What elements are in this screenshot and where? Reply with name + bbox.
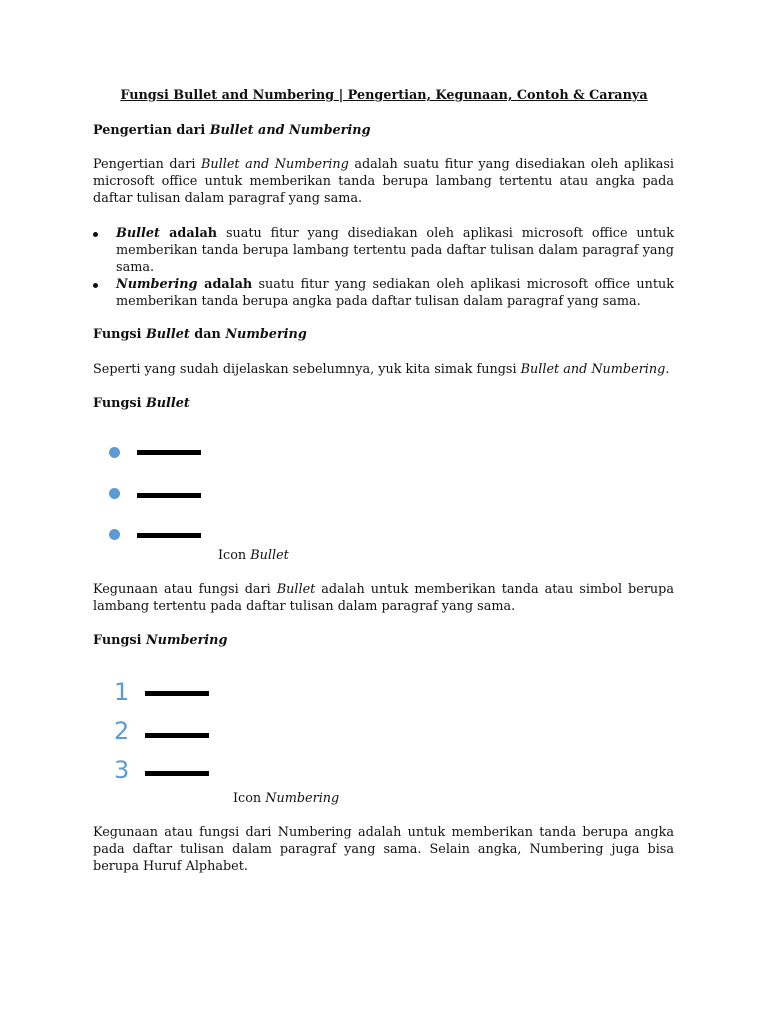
paragraph-intro [93, 361, 674, 378]
paragraph-text: Kegunaan atau fungsi dari [93, 582, 277, 597]
caption-italic-text: Bullet [250, 548, 289, 563]
line-bar-icon [145, 691, 209, 696]
paragraph-pengertian [93, 156, 674, 207]
document-title: Fungsi Bullet and Numbering | Pengertian, Kegunaan, Contoh & Caranya [120, 88, 648, 103]
paragraph-text: Seperti yang sudah dijelaskan sebelumnya, yuk kita simak fungsi [93, 362, 521, 377]
line-bar-icon [145, 771, 209, 776]
line-bar-icon [137, 493, 201, 498]
heading-text: Fungsi [93, 327, 146, 342]
heading-text: Fungsi [93, 633, 146, 648]
section-heading-numbering [93, 632, 674, 649]
list-bullet-icon [93, 283, 98, 288]
heading-italic-text: Bullet [145, 396, 190, 411]
line-bar-icon [145, 733, 209, 738]
heading-text: Fungsi [93, 396, 146, 411]
bullet-dot-icon [109, 488, 120, 499]
definition-text: suatu fitur yang sediakan oleh aplikasi microsoft office untuk memberikan tanda berupa angka pada daftar tulisan dalam paragraf yang sama. [116, 277, 674, 309]
paragraph-text: adalah untuk memberikan tanda atau simbol berupa lambang tertentu pada daftar tulisan dalam paragraf yang sama. [93, 582, 674, 614]
definition-term: Bullet [116, 226, 160, 241]
section-heading-fungsi [93, 326, 674, 343]
heading-italic-text: Bullet and Numbering [209, 123, 371, 138]
paragraph-italic-text: Bullet and Numbering [520, 362, 666, 377]
definition-verb: adalah [197, 277, 253, 292]
bullet-dot-icon [109, 447, 120, 458]
definition-verb: adalah [159, 226, 218, 241]
paragraph-text: adalah suatu fitur yang disediakan oleh aplikasi microsoft office untuk memberikan tanda berupa lambang tertentu atau angka pada daftar tulisan dalam paragraf yang sama. [93, 157, 674, 206]
paragraph-text: Pengertian dari [93, 157, 202, 172]
heading-text: dan [189, 327, 226, 342]
numbering-caption [233, 790, 339, 807]
caption-italic-text: Numbering [265, 791, 340, 806]
bullet-dot-icon [109, 529, 120, 540]
caption-text: Icon [233, 791, 266, 806]
paragraph-text: . [665, 362, 670, 377]
paragraph-numbering: Kegunaan atau fungsi dari Numbering adalah untuk memberikan tanda berupa angka pada daftar tulisan dalam paragraf yang sama. Selain angka, Numbering juga bisa berupa Huruf Alphabet. [93, 825, 674, 874]
list-item [93, 225, 674, 276]
bullet-list-icon [0, 440, 768, 550]
line-bar-icon [137, 450, 201, 455]
list-item [93, 276, 674, 310]
heading-italic-text: Bullet [145, 327, 190, 342]
caption-text: Icon [218, 548, 251, 563]
line-bar-icon [137, 533, 201, 538]
section-heading-pengertian [93, 122, 674, 139]
definition-list [93, 225, 674, 310]
heading-italic-text: Numbering [225, 327, 307, 342]
paragraph-italic-text: Bullet [276, 582, 316, 597]
list-bullet-icon [93, 232, 98, 237]
number-label: 3 [114, 756, 130, 784]
number-label: 1 [114, 678, 130, 706]
definition-text: suatu fitur yang disediakan oleh aplikasi microsoft office untuk memberikan tanda berupa lambang tertentu pada daftar tulisan dalam paragraf yang sama. [116, 226, 674, 275]
number-label: 2 [114, 717, 130, 745]
definition-term: Numbering [116, 277, 198, 292]
heading-text: Pengertian dari [93, 123, 210, 138]
bullet-caption [218, 547, 289, 564]
paragraph-bullet [93, 581, 674, 615]
section-heading-bullet [93, 395, 674, 412]
paragraph-italic-text: Bullet and Numbering [201, 157, 349, 172]
heading-italic-text: Numbering [145, 633, 228, 648]
numbered-list-icon [0, 676, 768, 786]
